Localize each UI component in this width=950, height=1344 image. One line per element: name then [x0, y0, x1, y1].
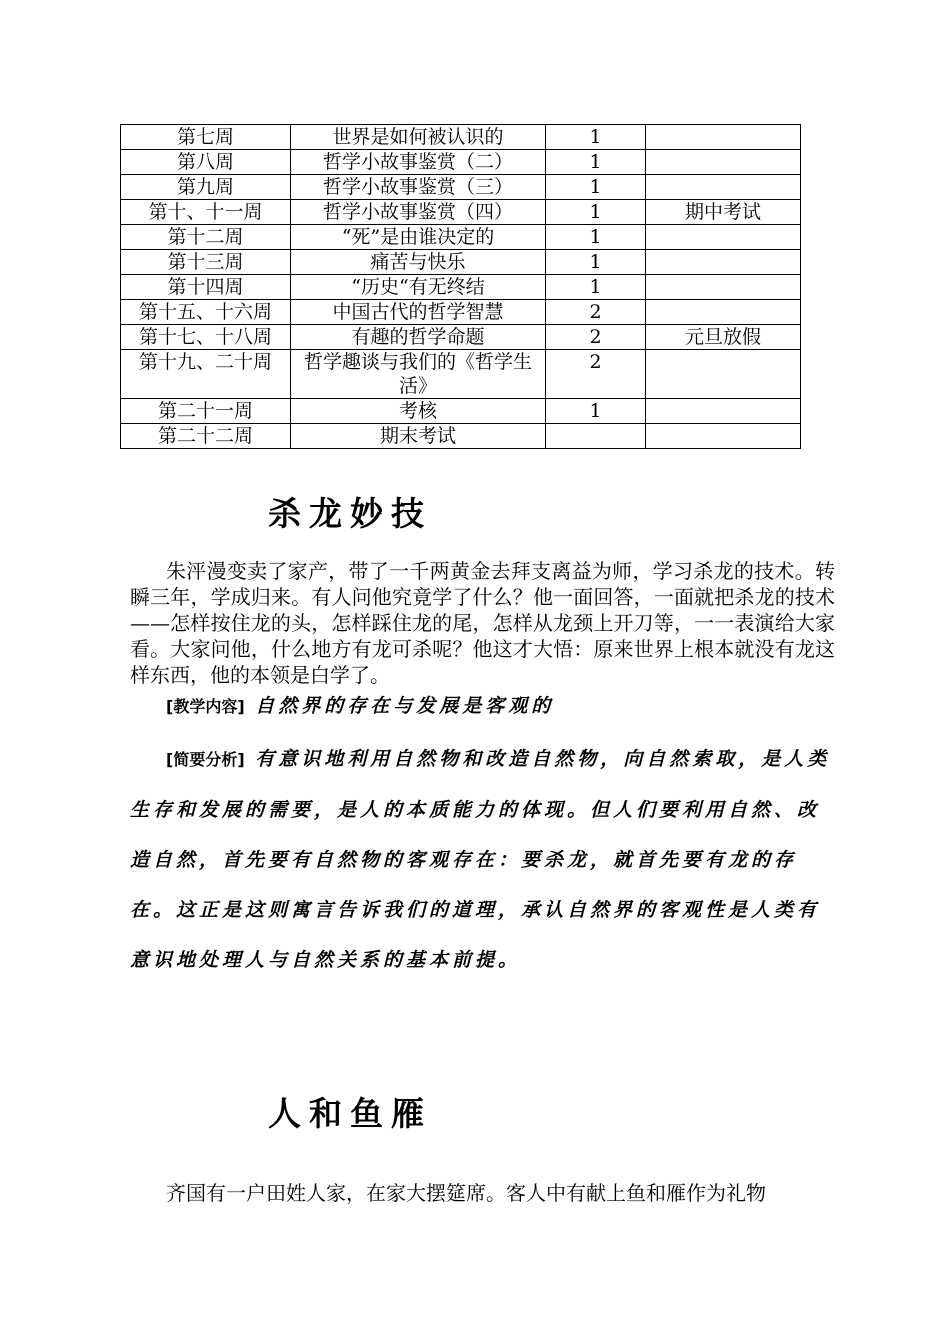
table-row: [121, 350, 801, 399]
table-row: [121, 250, 801, 275]
table-row: [121, 200, 801, 225]
note-cell: 元旦放假: [646, 325, 801, 350]
hours-cell: 1: [546, 125, 646, 150]
note-cell: [646, 399, 801, 424]
topic-cell: 考核: [291, 399, 546, 424]
analysis-tag: [简要分析]: [166, 750, 245, 769]
hours-cell: 1: [546, 399, 646, 424]
hours-cell: 1: [546, 275, 646, 300]
content-tag: [教学内容]: [166, 697, 245, 716]
topic-cell: 有趣的哲学命题: [291, 325, 546, 350]
hours-cell: 1: [546, 200, 646, 225]
week-cell: 第二十二周: [121, 424, 291, 449]
teaching-content: [130, 680, 835, 733]
story2-title: 人和鱼雁: [268, 1094, 432, 1133]
note-cell: [646, 125, 801, 150]
hours-cell: 2: [546, 300, 646, 325]
topic-cell: 哲学趣谈与我们的《哲学生活》: [291, 350, 546, 399]
note-cell: [646, 175, 801, 200]
table-row: [121, 399, 801, 424]
hours-cell: 2: [546, 325, 646, 350]
topic-cell: “死”是由谁决定的: [291, 225, 546, 250]
note-cell: [646, 250, 801, 275]
week-cell: 第八周: [121, 150, 291, 175]
table-row: [121, 150, 801, 175]
analysis-text: 有意识地利用自然物和改造自然物，向自然索取，是人类生存和发展的需要，是人的本质能力的体现。但人们要利用自然、改造自然，首先要有自然物的客观存在：要杀龙，就首先要有龙的存在。这正是这则寓言告诉我们的道理，承认自然界的客观性是人类有意识地处理人与自然关系的基本前提。: [130, 748, 831, 971]
note-cell: [646, 350, 801, 399]
topic-cell: “历史“有无终结: [291, 275, 546, 300]
note-cell: [646, 150, 801, 175]
note-cell: [646, 225, 801, 250]
table-row: [121, 325, 801, 350]
hours-cell: 2: [546, 350, 646, 399]
week-cell: 第十九、二十周: [121, 350, 291, 399]
topic-cell: 哲学小故事鉴赏（三）: [291, 175, 546, 200]
table-row: [121, 175, 801, 200]
hours-cell: 1: [546, 250, 646, 275]
table-row: [121, 125, 801, 150]
table-row: [121, 225, 801, 250]
week-cell: 第二十一周: [121, 399, 291, 424]
week-cell: 第十二周: [121, 225, 291, 250]
story1-body: 朱泙漫变卖了家产，带了一千两黄金去拜支离益为师，学习杀龙的技术。转瞬三年，学成归来。有人问他究竟学了什么？他一面回答，一面就把杀龙的技术——怎样按住龙的头，怎样踩住龙的尾，怎样从龙颈上开刀等，一一表演给大家看。大家问他，什么地方有龙可杀呢？他这才大悟：原来世界上根本就没有龙这样东西，他的本领是白学了。: [130, 559, 835, 687]
topic-cell: 期末考试: [291, 424, 546, 449]
story2-body: 齐国有一户田姓人家，在家大摆筵席。客人中有献上鱼和雁作为礼物: [166, 1181, 766, 1205]
table-row: [121, 300, 801, 325]
topic-cell: 中国古代的哲学智慧: [291, 300, 546, 325]
week-cell: 第七周: [121, 125, 291, 150]
week-cell: 第九周: [121, 175, 291, 200]
week-cell: 第十三周: [121, 250, 291, 275]
note-cell: [646, 424, 801, 449]
topic-cell: 哲学小故事鉴赏（四）: [291, 200, 546, 225]
week-cell: 第十五、十六周: [121, 300, 291, 325]
note-cell: [646, 275, 801, 300]
week-cell: 第十四周: [121, 275, 291, 300]
hours-cell: [546, 424, 646, 449]
table-row: [121, 275, 801, 300]
week-cell: 第十七、十八周: [121, 325, 291, 350]
note-cell: 期中考试: [646, 200, 801, 225]
hours-cell: 1: [546, 225, 646, 250]
story1-title: 杀龙妙技: [268, 494, 432, 533]
topic-cell: 哲学小故事鉴赏（二）: [291, 150, 546, 175]
content-text: 自然界的存在与发展是客观的: [255, 695, 555, 717]
hours-cell: 1: [546, 150, 646, 175]
topic-cell: 世界是如何被认识的: [291, 125, 546, 150]
week-cell: 第十、十一周: [121, 200, 291, 225]
note-cell: [646, 300, 801, 325]
brief-analysis: [130, 734, 835, 985]
schedule-table: [120, 124, 801, 449]
topic-cell: 痛苦与快乐: [291, 250, 546, 275]
table-row: [121, 424, 801, 449]
hours-cell: 1: [546, 175, 646, 200]
